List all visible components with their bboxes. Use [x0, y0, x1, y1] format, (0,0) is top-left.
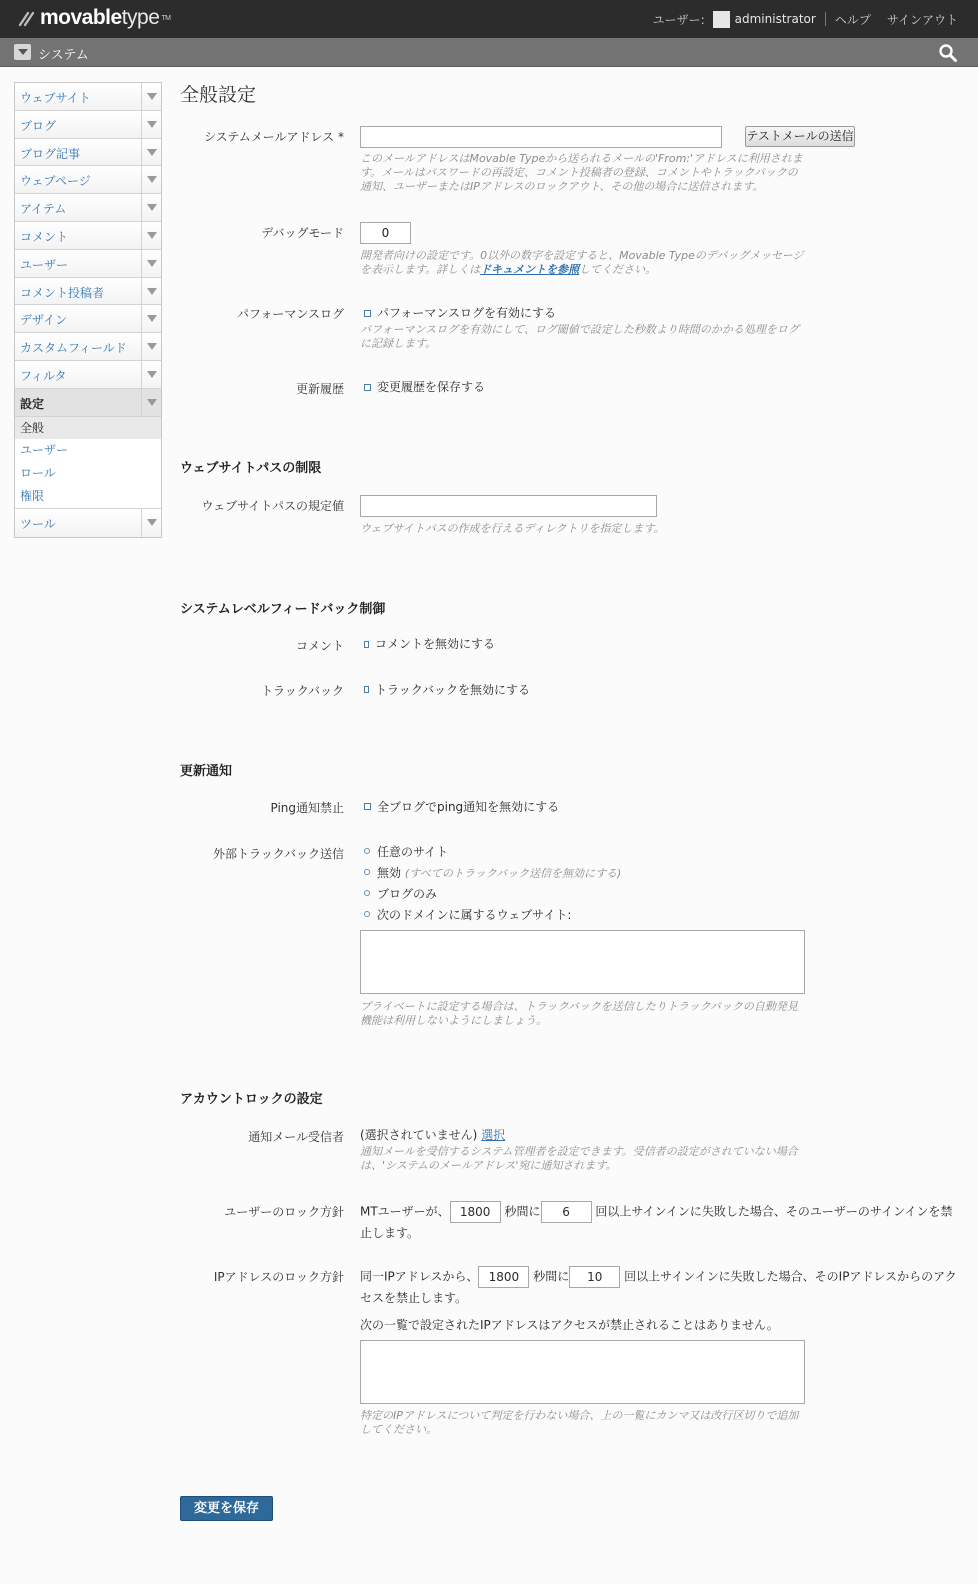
submenu-item-user[interactable]: ユーザー [20, 443, 69, 458]
revision-history-option: 変更履歴を保存する [377, 380, 486, 394]
sidebar-item-settings[interactable] [15, 389, 161, 417]
avatar[interactable] [713, 11, 730, 28]
disable-comments-checkbox[interactable] [364, 641, 369, 648]
notification-recipient-value: (選択されていません) 選択 [360, 1128, 506, 1142]
disable-trackbacks-option: トラックバックを無効にする [375, 683, 531, 697]
submenu-item-permissions[interactable]: 権限 [20, 488, 45, 503]
disable-ping-option: 全ブログでping通知を無効にする [377, 800, 560, 814]
submenu-item-roles[interactable]: ロール [20, 466, 56, 481]
send-test-email-button[interactable]: テストメールの送信 [745, 126, 855, 147]
outbound-trackback-label: 外部トラックバック送信 [212, 847, 344, 861]
outbound-blog-radio[interactable] [364, 890, 370, 896]
disable-ping-checkbox[interactable] [364, 803, 371, 810]
ip-whitelist-textarea[interactable] [360, 1340, 805, 1404]
logo-text-bold: movable [40, 6, 122, 29]
scope-bar [0, 38, 978, 67]
chevron-down-icon[interactable] [141, 166, 161, 193]
search-icon[interactable] [938, 43, 958, 63]
debug-mode-label: デバッグモード [261, 226, 344, 240]
sidebar-item-label: コメント [20, 229, 69, 244]
chevron-down-icon[interactable] [141, 389, 161, 416]
outbound-off-radio[interactable] [364, 869, 370, 875]
system-email-hint: このメールアドレスはMovable Typeから送られるメールの'From:'アドレスに利用されます。メールはパスワードの再設定、コメント投稿者の登録、コメントやトラックバックの通知、ユーザーまたはIPアドレスのロックアウト、その他の場合に送信されます。 [360, 152, 803, 193]
logo-text-light: type [121, 6, 160, 29]
website-path-heading: ウェブサイトパスの制限 [180, 461, 322, 476]
sidebar-item-entries[interactable] [15, 139, 161, 167]
top-bar [0, 0, 978, 38]
ip-lockout-count-input[interactable]: 10 [569, 1266, 620, 1288]
performance-log-checkbox[interactable] [364, 310, 371, 317]
user-nav [653, 0, 958, 38]
user-lockout-policy: MTユーザーが、 1800 秒間に 6 回以上サインインに失敗した場合、そのユーザーのサインインを禁止します。 [360, 1201, 960, 1243]
documentation-link[interactable]: ドキュメントを参照 [480, 263, 580, 276]
ping-label: Ping通知禁止 [270, 801, 344, 815]
sidebar-item-label: ツール [20, 516, 56, 531]
chevron-down-icon[interactable] [141, 278, 161, 305]
sidebar-item-label: ウェブサイト [20, 91, 91, 105]
sidebar-item-filters[interactable] [15, 361, 161, 389]
performance-log-label: パフォーマンスログ [236, 307, 344, 321]
chevron-down-icon[interactable] [141, 361, 161, 388]
outbound-domains-textarea[interactable] [360, 930, 805, 994]
save-changes-button[interactable]: 変更を保存 [180, 1496, 273, 1521]
sidebar-item-label: フィルタ [20, 368, 67, 383]
settings-submenu [15, 417, 161, 509]
debug-mode-input[interactable] [360, 222, 411, 244]
feedback-heading: システムレベルフィードバック制御 [180, 602, 386, 617]
chevron-down-icon[interactable] [141, 509, 161, 537]
user-lockout-count-input[interactable]: 6 [541, 1201, 592, 1223]
outbound-domain-radio[interactable] [364, 911, 370, 917]
comment-label: コメント [295, 639, 344, 653]
system-email-label: システムメールアドレス * [203, 130, 344, 144]
chevron-down-icon[interactable] [141, 333, 161, 360]
website-path-hint: ウェブサイトパスの作成を行えるディレクトリを指定します。 [360, 522, 665, 535]
website-path-label: ウェブサイトパスの規定値 [201, 499, 344, 513]
sidebar-item-label: 設定 [20, 396, 45, 411]
scope-title[interactable]: システム [38, 48, 89, 63]
chevron-down-icon[interactable] [141, 111, 161, 138]
performance-log-option: パフォーマンスログを有効にする [377, 306, 557, 320]
outbound-domain-option: 次のドメインに属するウェブサイト: [377, 908, 572, 922]
notification-recipient-hint: 通知メールを受信するシステム管理者を設定できます。受信者の設定がされていない場合は、'システムのメールアドレス'宛に通知されます。 [360, 1145, 798, 1172]
sidebar-item-design[interactable] [15, 305, 161, 333]
notification-recipient-label: 通知メール受信者 [248, 1130, 344, 1144]
outbound-any-option: 任意のサイト [377, 845, 449, 859]
update-notification-heading: 更新通知 [180, 764, 233, 779]
user-lockout-label: ユーザーのロック方針 [224, 1205, 344, 1219]
sidebar-item-blogs[interactable] [15, 111, 161, 139]
sidebar-item-label: ブログ記事 [20, 146, 81, 161]
sidebar-item-label: ユーザー [20, 257, 69, 272]
chevron-down-icon[interactable] [141, 139, 161, 166]
revision-history-checkbox[interactable] [364, 384, 371, 391]
sidebar-item-label: ウェブページ [20, 174, 91, 189]
ip-lockout-policy: 同一IPアドレスから、 1800 秒間に 10 回以上サインインに失敗した場合、そのIPアドレスからのアクセスを禁止します。 [360, 1266, 960, 1308]
ip-lockout-seconds-input[interactable]: 1800 [478, 1266, 529, 1288]
disable-trackbacks-checkbox[interactable] [364, 686, 369, 693]
outbound-any-radio[interactable] [364, 848, 370, 854]
sidebar [14, 82, 162, 538]
sidebar-item-custom-fields[interactable] [15, 333, 161, 361]
divider [825, 12, 826, 26]
sidebar-item-label: コメント投稿者 [20, 285, 105, 300]
performance-log-hint: パフォーマンスログを有効にして、ログ閾値で設定した秒数より時間のかかる処理をログに記録します。 [360, 323, 799, 350]
trackback-label: トラックバック [260, 684, 344, 698]
sidebar-item-pages[interactable] [15, 166, 161, 194]
sidebar-item-label: アイテム [20, 202, 67, 217]
logo-tm: TM [161, 14, 171, 22]
chevron-down-icon[interactable] [141, 194, 161, 221]
ip-whitelist-hint: 特定のIPアドレスについて判定を行わない場合、上の一覧にカンマ又は改行区切りで追加してください。 [360, 1409, 799, 1436]
ip-whitelist-intro: 次の一覧で設定されたIPアドレスはアクセスが禁止されることはありません。 [360, 1318, 779, 1332]
sidebar-item-websites[interactable] [15, 83, 161, 111]
outbound-off-option: 無効 (すべてのトラックバック送信を無効にする) [377, 866, 622, 880]
website-path-input[interactable] [360, 495, 657, 517]
outbound-trackback-hint: プライベートに設定する場合は、トラックバックを送信したりトラックバックの自動発見機能は利用しないようにしましょう。 [360, 1000, 798, 1027]
help-link[interactable]: ヘルプ [834, 12, 871, 27]
sidebar-item-assets[interactable] [15, 194, 161, 222]
chevron-down-icon[interactable] [141, 222, 161, 249]
select-recipient-link[interactable]: 選択 [481, 1128, 506, 1142]
signout-link[interactable]: サインアウト [886, 12, 958, 27]
chevron-down-icon[interactable] [141, 305, 161, 332]
user-lockout-seconds-input[interactable]: 1800 [450, 1201, 501, 1223]
submenu-item-general[interactable]: 全般 [15, 417, 161, 440]
sidebar-item-label: デザイン [20, 313, 68, 328]
sidebar-item-comments[interactable] [15, 222, 161, 250]
sidebar-item-users[interactable] [15, 250, 161, 278]
debug-mode-hint: 開発者向けの設定です。0以外の数字を設定すると、Movable Typeのデバッグメッセージを表示します。詳しくはドキュメントを参照してください。 [360, 249, 804, 276]
sidebar-item-tools[interactable] [15, 509, 161, 537]
ip-lockout-label: IPアドレスのロック方針 [213, 1270, 344, 1284]
revision-history-label: 更新履歴 [295, 382, 344, 396]
outbound-blog-option: ブログのみ [377, 887, 438, 901]
sidebar-item-commenters[interactable] [15, 278, 161, 306]
chevron-down-icon[interactable] [141, 250, 161, 277]
chevron-down-icon[interactable] [141, 83, 161, 110]
scope-dropdown-icon[interactable] [14, 44, 31, 60]
sidebar-item-label: ブログ [20, 118, 57, 133]
system-email-input[interactable] [360, 126, 722, 148]
page-title: 全般設定 [180, 84, 257, 106]
disable-comments-option: コメントを無効にする [375, 637, 496, 651]
username-link[interactable]: administrator [734, 12, 816, 26]
movabletype-logo[interactable] [16, 6, 171, 30]
user-prefix: ユーザー: [652, 12, 705, 27]
sidebar-item-label: カスタムフィールド [20, 341, 127, 356]
account-lockout-heading: アカウントロックの設定 [180, 1092, 323, 1107]
logo-icon [16, 7, 38, 29]
